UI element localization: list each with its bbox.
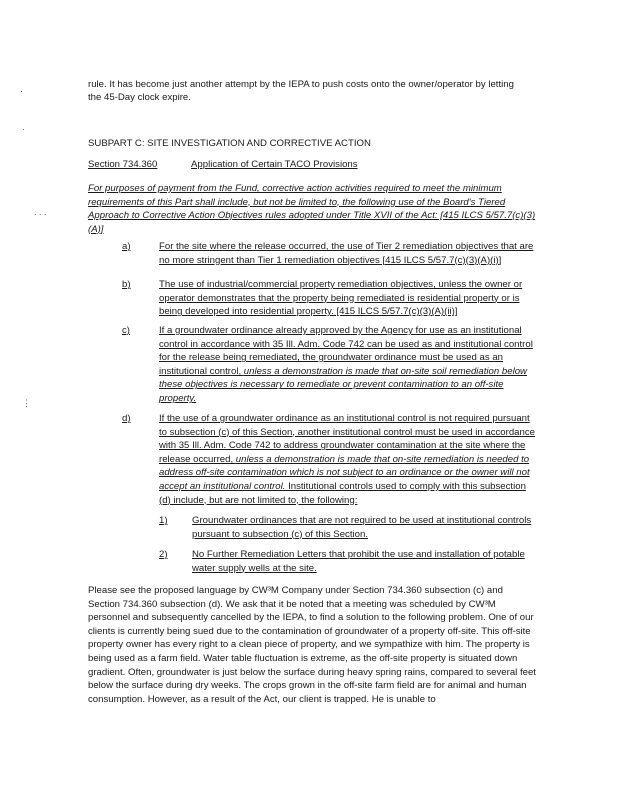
section-intro: For purposes of payment from the Fund, corrective action activities required to meet the minimum requirements of this Part shall include, but not be limited to, the following use of the Board's Tiered Approach to Corrective Action Objectives rules adopted under Title XVII of the Act: [415 ILCS 5/57.7(c)(3)(A)] (88, 183, 536, 235)
margin-mark: . . . (34, 207, 47, 217)
section-number: Section 734.360 (88, 159, 158, 170)
item-b: The use of industrial/commercial property remediation objectives, unless the owner or operator demonstrates that the property being remediated is residential property or is being developed into residential property. [415 ILCS 5/57.7(c)(3)(A)(ii)] (159, 279, 523, 318)
item-d-text-end: Institutional controls used to comply with this subsection (d) include, but are not limited to, the following: (159, 480, 526, 506)
item-d-italic: unless a demonstration is made that on-site remediation is needed to address off-site contamination which is not subject to an ordinance or the owner will not accept an institutional control. (159, 453, 530, 492)
item-label-c: c) (122, 325, 130, 336)
item-a: For the site where the release occurred, the use of Tier 2 remediation objectives that are no more stringent than Tier 1 remediation objectives [415 ILCS 5/57.7(c)(3)(A)(i)] (159, 241, 534, 266)
margin-mark: · (20, 86, 23, 96)
margin-mark: · (22, 124, 25, 134)
closing-paragraph: Please see the proposed language by CW³M Company under Section 734.360 subsection (c) and Section 734.360 subsection (d). We ask that it be noted that a meeting was scheduled by CW³M personnel and subsequently cancelled by the IEPA, to find a solution to the following problem. One of our clients is currently being sued due to the contamination of groundwater of a property off-site. This off-site property owner has every right to a clean piece of property, and we sympathize with him. The property is being used as a farm field. Water table fluctuation is extreme, as the off-site property is situated down gradient. Often, groundwater is just below the surface during heavy spring rains, compared to several feet below the surface during dry weeks. The crops grown in the off-site farm field are for animal and human consumption. However, as a result of the Act, our client is trapped. He is unable to (88, 585, 536, 705)
item-label-b: b) (122, 279, 131, 290)
section-title: Application of Certain TACO Provisions (191, 159, 358, 170)
subitem-label-2: 2) (159, 549, 168, 560)
item-d-text: If the use of a groundwater ordinance as an institutional control is not required pursuant to subsection (c) of this Section, another institutional control must be used in accordance with 35 Ill. Adm. Code 742 to address groundwater contamination at the site where the release occurred, (159, 413, 535, 465)
subitem-label-1: 1) (159, 515, 168, 526)
item-c (159, 324, 536, 406)
item-c-text: If a groundwater ordinance already approved by the Agency for use as an institutional control in accordance with 35 Ill. Adm. Code 742 can be used as and institutional control for the release being remediated, the groundwater ordinance must be used as an institutional control, (159, 325, 533, 377)
margin-mark: ⋮ (22, 398, 31, 408)
item-label-d: d) (122, 413, 131, 424)
subpart-heading: SUBPART C: SITE INVESTIGATION AND CORRECTIVE ACTION (88, 138, 371, 149)
item-label-a: a) (122, 241, 131, 252)
subitem-1: Groundwater ordinances that are not required to be used at institutional controls pursuant to subsection (c) of this Section. (192, 515, 532, 540)
paragraph-top-line1: rule. It has become just another attempt by the IEPA to push costs onto the owner/operator by letting (88, 79, 514, 90)
item-c-italic: unless a demonstration is made that on-site soil remediation below these objectives is necessary to remediate or prevent contamination to an off-site property. (159, 365, 527, 404)
paragraph-top-line2: the 45-Day clock expire. (88, 92, 191, 103)
item-d (159, 412, 536, 507)
subitem-2: No Further Remediation Letters that prohibit the use and installation of potable water supply wells at the site. (192, 549, 525, 574)
